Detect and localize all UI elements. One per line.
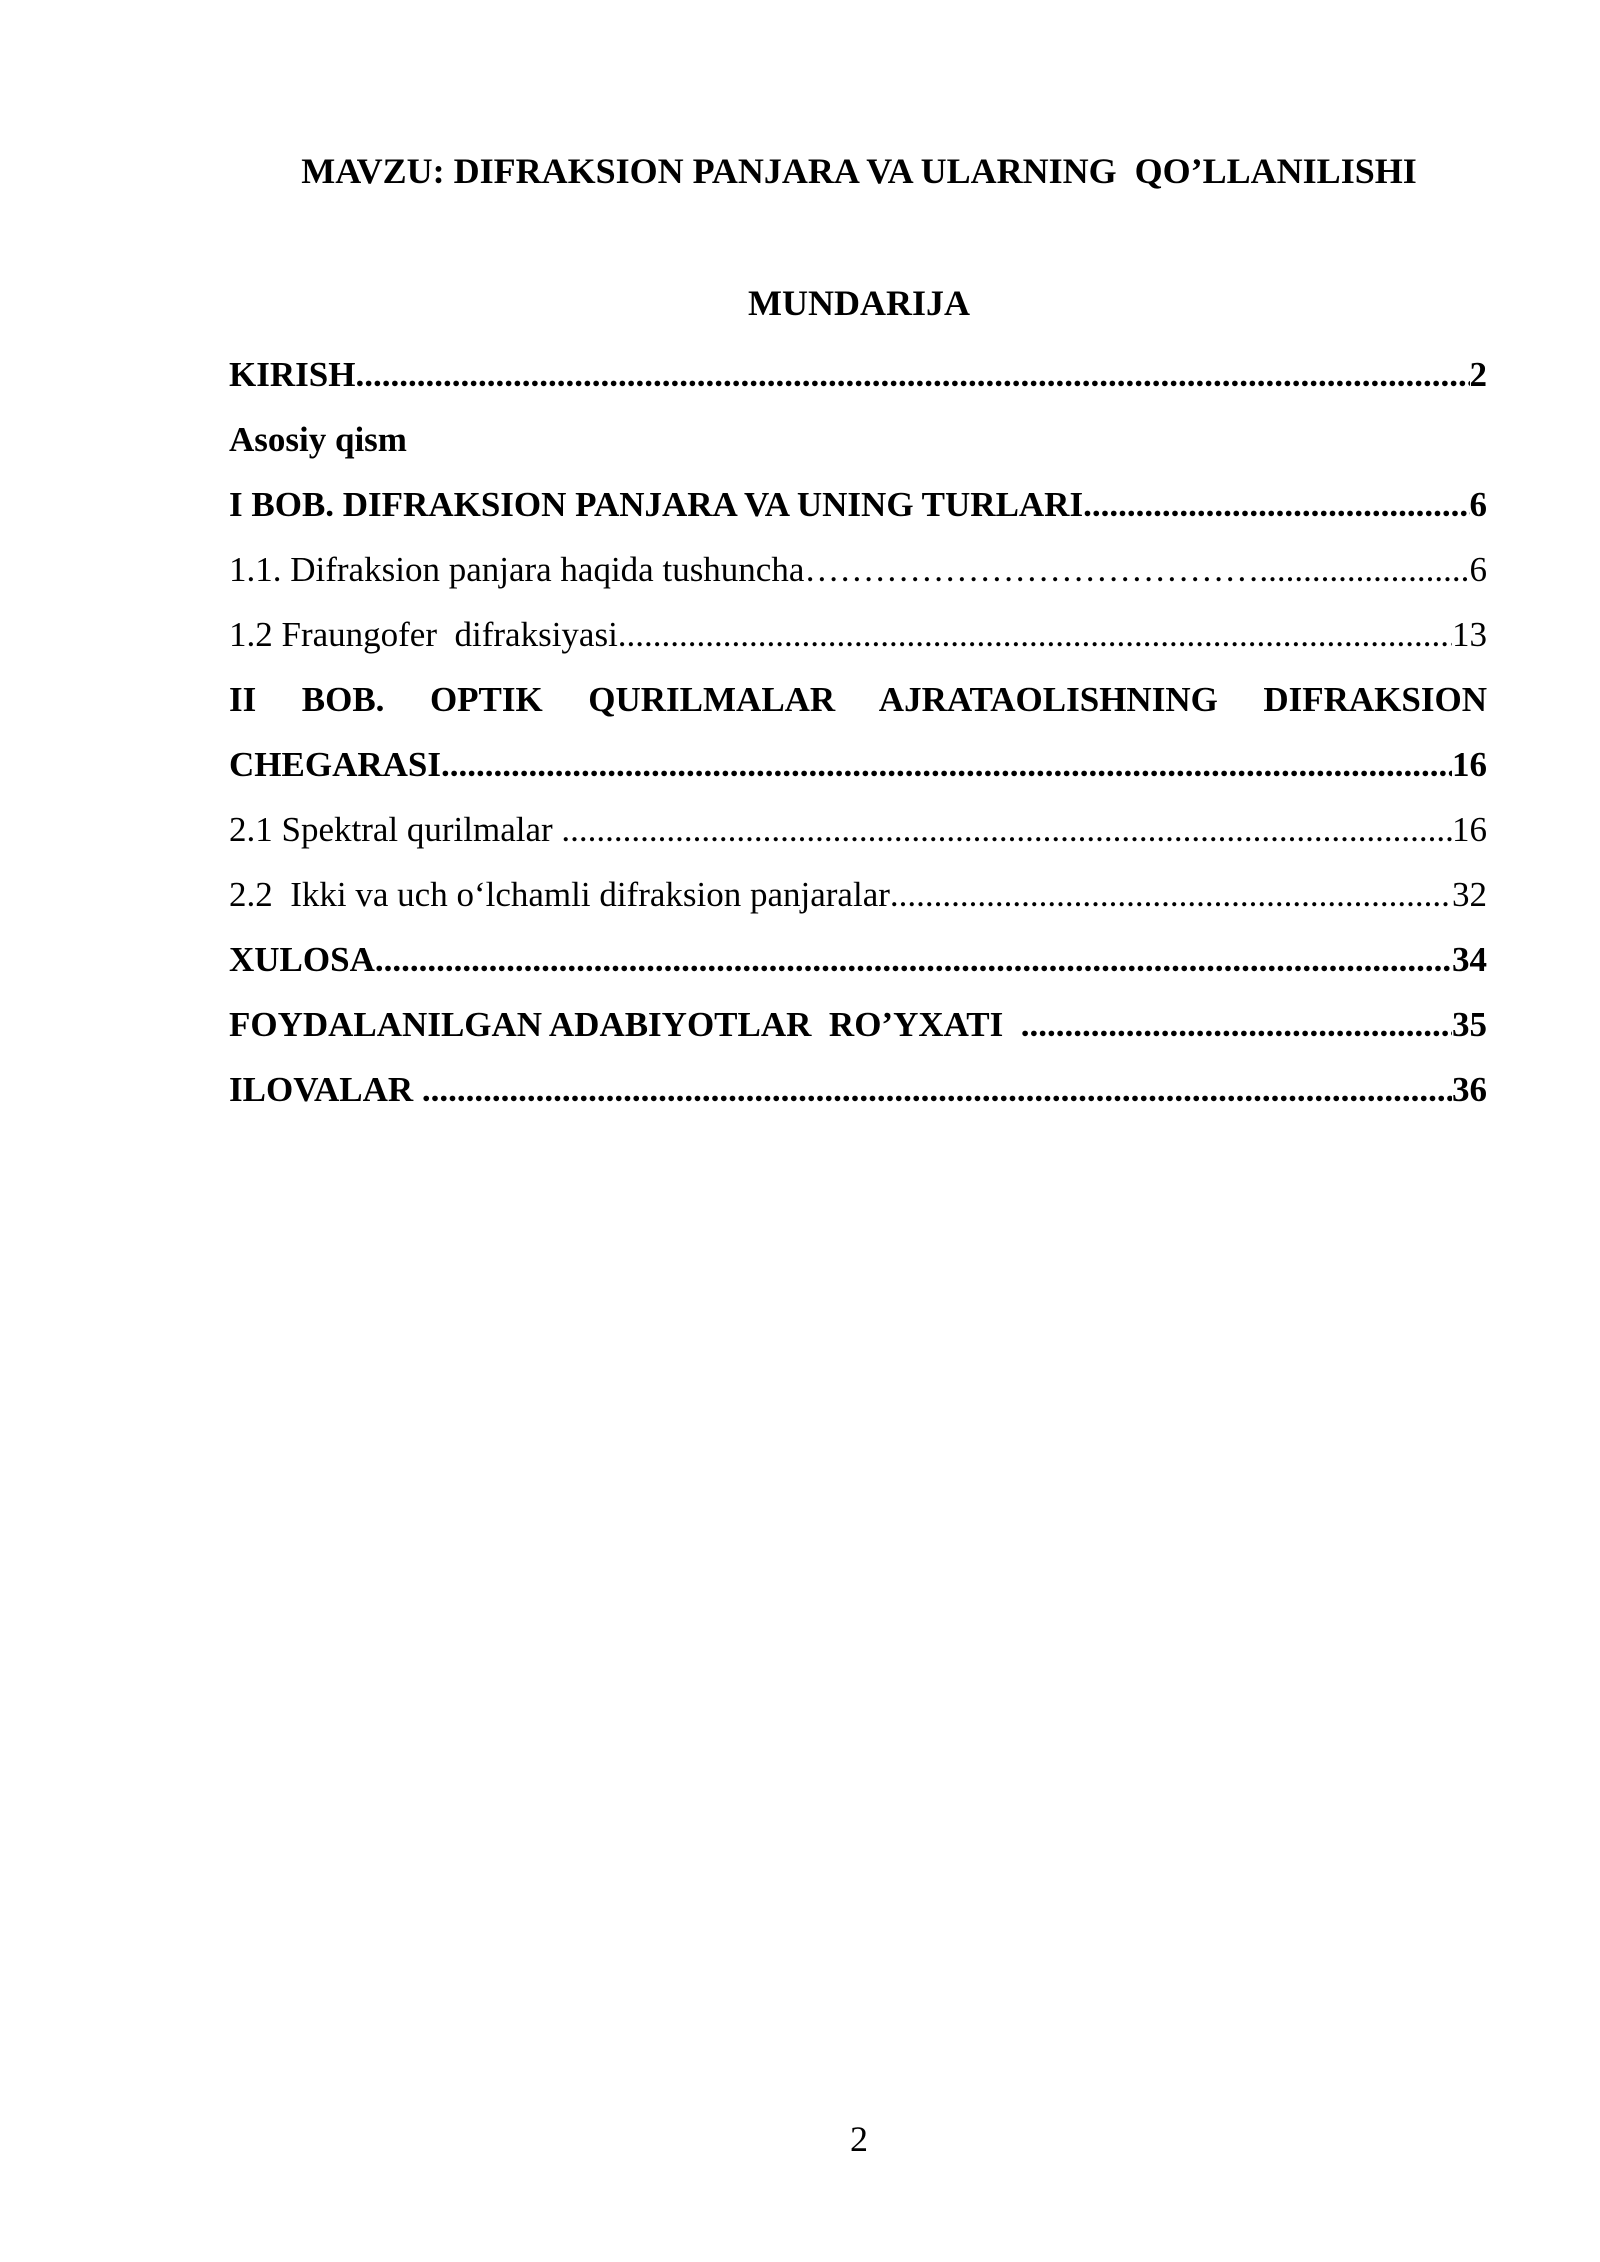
toc-dot-leader bbox=[890, 862, 1452, 927]
toc-entry-page: 16 bbox=[1452, 745, 1487, 784]
toc-entry-title: I BOB. DIFRAKSION PANJARA VA UNING TURLARI bbox=[229, 485, 1084, 524]
toc-entry-xulosa[interactable] bbox=[229, 927, 1487, 992]
toc-entry-page: 34 bbox=[1452, 940, 1487, 979]
toc-entry-kirish[interactable] bbox=[229, 342, 1487, 407]
topic-title: MAVZU: DIFRAKSION PANJARA VA ULARNING QO’LLANILISHI bbox=[301, 151, 1417, 191]
toc-dot-leader bbox=[355, 342, 1469, 407]
toc-heading: MUNDARIJA bbox=[748, 283, 970, 323]
toc-entry-1-1[interactable] bbox=[229, 537, 1487, 602]
toc-entry-page: 2 bbox=[1469, 355, 1487, 394]
toc-dot-leader bbox=[561, 797, 1452, 862]
toc-entry-2-1[interactable] bbox=[229, 797, 1487, 862]
toc-entry-title: CHEGARASI bbox=[229, 745, 441, 784]
toc-entry-title: 2.2 Ikki va uch o‘lchamli difraksion panjaralar bbox=[229, 875, 890, 914]
toc-entry-title: 1.2 Fraungofer difraksiyasi bbox=[229, 615, 618, 654]
toc-section-heading-asosiy-qism: Asosiy qism bbox=[229, 420, 407, 459]
toc-dot-leader bbox=[1268, 537, 1469, 602]
toc-entry-chapter-2-line-1[interactable]: II BOB. OPTIK QURILMALAR AJRATAOLISHNING DIFRAKSION bbox=[229, 680, 1487, 719]
toc-entry-page: 13 bbox=[1452, 615, 1487, 654]
table-of-contents bbox=[229, 342, 1487, 1122]
toc-entry-title: XULOSA bbox=[229, 940, 375, 979]
toc-dot-leader bbox=[422, 1057, 1452, 1122]
toc-entry-page: 36 bbox=[1452, 1070, 1487, 1109]
toc-entry-ilovalar[interactable] bbox=[229, 1057, 1487, 1122]
toc-entry-1-2[interactable] bbox=[229, 602, 1487, 667]
toc-dot-leader bbox=[618, 602, 1452, 667]
toc-entry-chapter-2[interactable] bbox=[229, 732, 1487, 797]
toc-entry-2-2[interactable] bbox=[229, 862, 1487, 927]
toc-entry-page: 6 bbox=[1469, 485, 1487, 524]
toc-entry-title: ILOVALAR bbox=[229, 1070, 422, 1109]
toc-entry-page: 32 bbox=[1452, 875, 1487, 914]
page-number: 2 bbox=[850, 2119, 868, 2159]
toc-entry-references[interactable] bbox=[229, 992, 1487, 1057]
toc-entry-title: KIRISH bbox=[229, 355, 356, 394]
toc-entry-page: 6 bbox=[1469, 550, 1487, 589]
toc-dot-leader bbox=[1021, 992, 1452, 1057]
toc-entry-page: 16 bbox=[1452, 810, 1487, 849]
toc-entry-title: 2.1 Spektral qurilmalar bbox=[229, 810, 562, 849]
toc-entry-page: 35 bbox=[1452, 1005, 1487, 1044]
toc-entry-chapter-1[interactable] bbox=[229, 472, 1487, 537]
toc-entry-title: FOYDALANILGAN ADABIYOTLAR RO’YXATI bbox=[229, 1005, 1021, 1044]
toc-dot-leader bbox=[375, 927, 1452, 992]
toc-entry-title: 1.1. Difraksion panjara haqida tushuncha…………………………………. bbox=[229, 550, 1269, 589]
toc-dot-leader bbox=[441, 732, 1452, 797]
toc-dot-leader bbox=[1083, 472, 1469, 537]
